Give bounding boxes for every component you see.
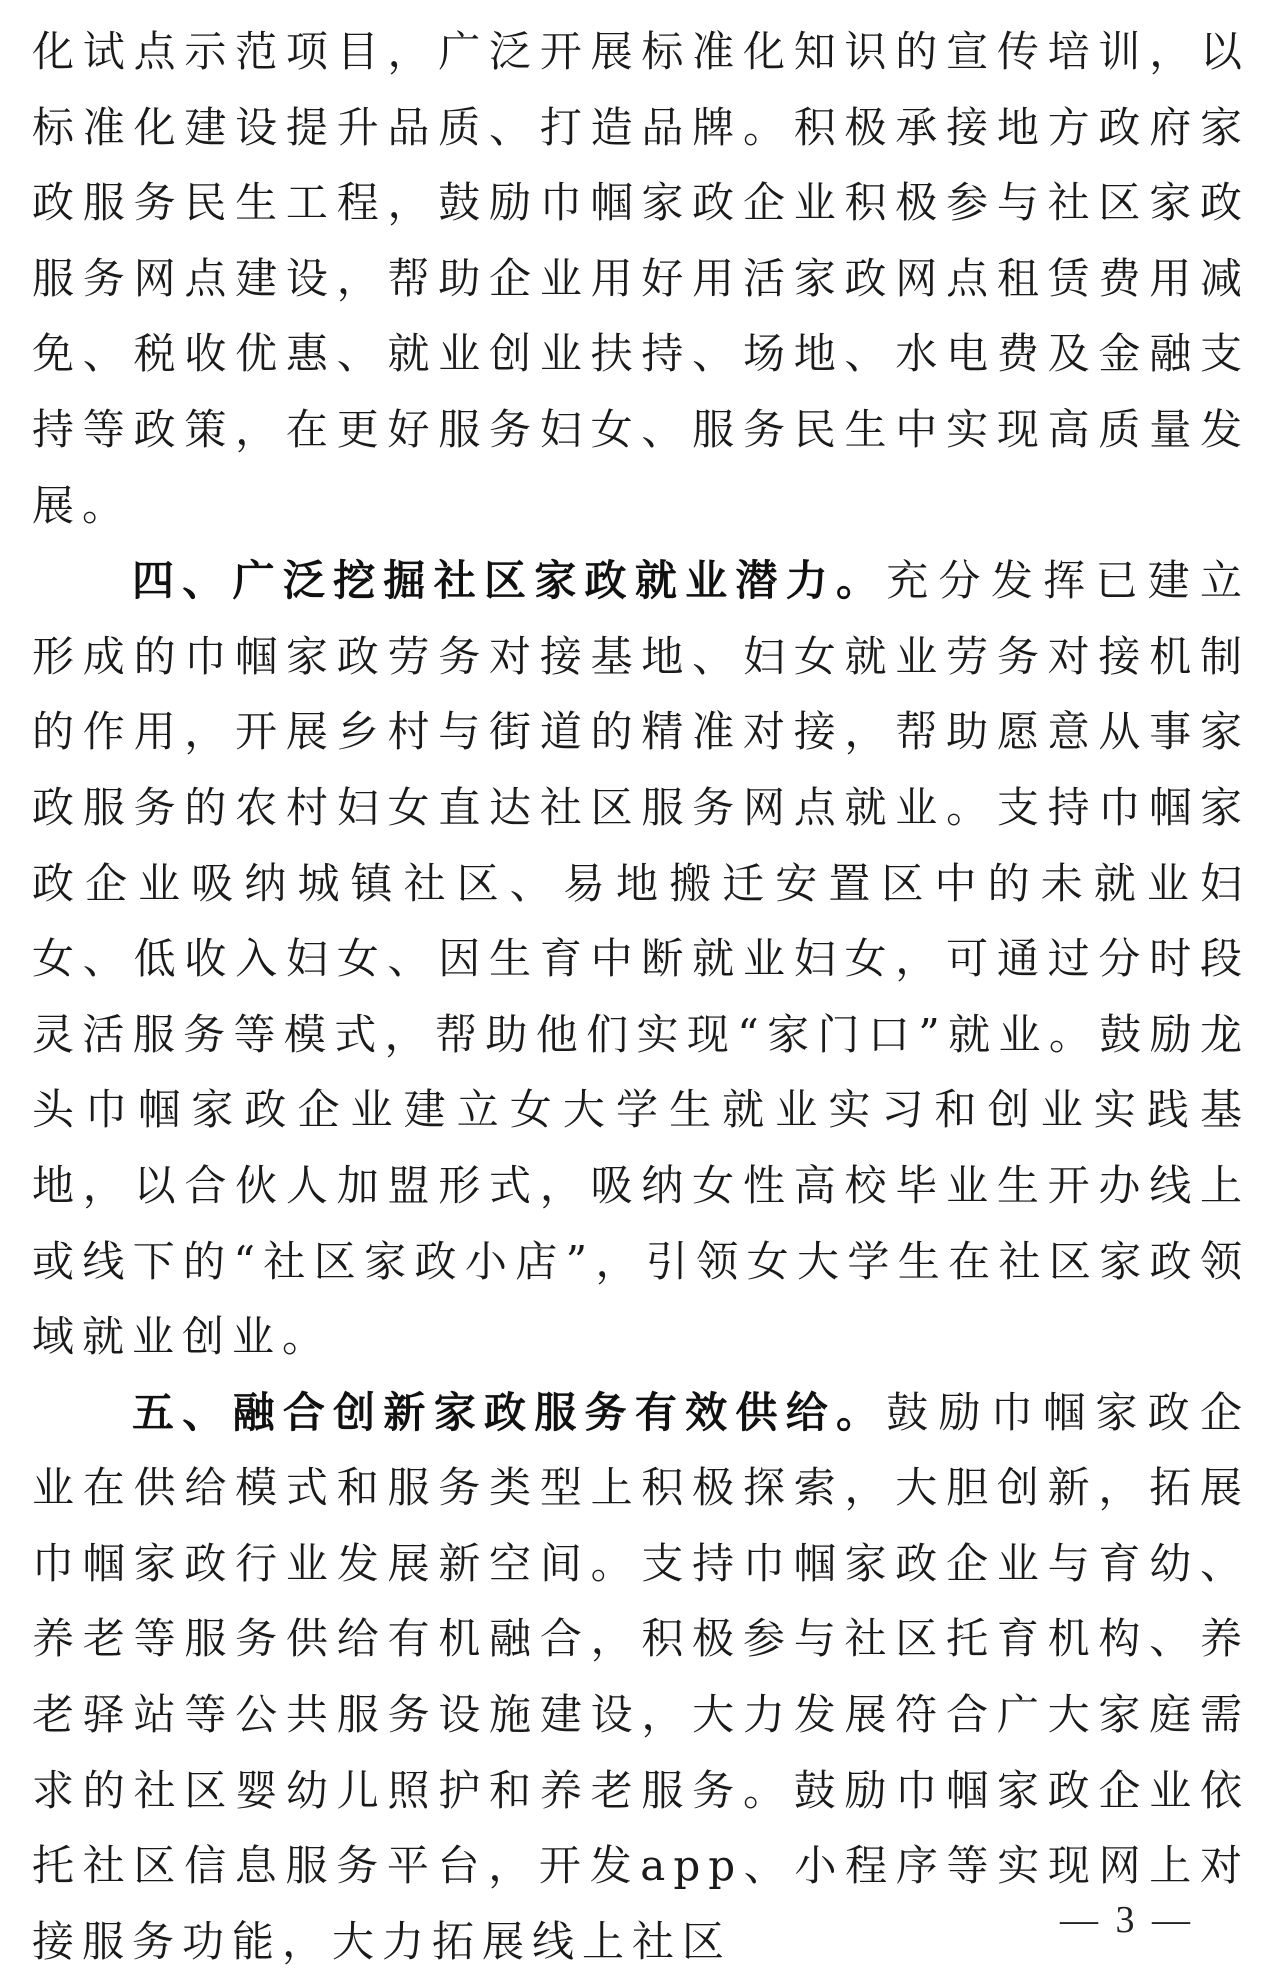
document-body <box>32 14 1250 1979</box>
paragraph-text: 充分发挥已建立形成的巾帼家政劳务对接基地、妇女就业劳务对接机制的作用，开展乡村与街道的精准对接，帮助愿意从事家政服务的农村妇女直达社区服务网点就业。支持巾帼家政企业吸纳城镇社区、易地搬迁安置区中的未就业妇女、低收入妇女、因生育中断就业妇女，可通过分时段灵活服务等模式，帮助他们实现“家门口”就业。鼓励龙头巾帼家政企业建立女大学生就业实习和创业实践基地，以合伙人加盟形式，吸纳女性高校毕业生开办线上或线下的“社区家政小店”，引领女大学生在社区家政领域就业创业。 <box>32 556 1250 1362</box>
section-heading: 五、融合创新家政服务有效供给。 <box>132 1387 887 1437</box>
page-number: — 3 — <box>1060 1899 1194 1941</box>
paragraph-continuation <box>32 14 1250 543</box>
paragraph-section-five <box>32 1375 1250 1980</box>
section-heading: 四、广泛挖掘社区家政就业潜力。 <box>132 556 887 606</box>
paragraph-section-four <box>32 543 1250 1375</box>
paragraph-text: 鼓励巾帼家政企业在供给模式和服务类型上积极探索，大胆创新，拓展巾帼家政行业发展新空间。支持巾帼家政企业与育幼、养老等服务供给有机融合，积极参与社区托育机构、养老驿站等公共服务设施建设，大力发展符合广大家庭需求的社区婴幼儿照护和养老服务。鼓励巾帼家政企业依托社区信息服务平台，开发app、小程序等实现网上对接服务功能，大力拓展线上社区 <box>32 1387 1250 1966</box>
paragraph-text: 化试点示范项目，广泛开展标准化知识的宣传培训，以标准化建设提升品质、打造品牌。积极承接地方政府家政服务民生工程，鼓励巾帼家政企业积极参与社区家政服务网点建设，帮助企业用好用活家政网点租赁费用减免、税收优惠、就业创业扶持、场地、水电费及金融支持等政策，在更好服务妇女、服务民生中实现高质量发展。 <box>32 27 1250 530</box>
